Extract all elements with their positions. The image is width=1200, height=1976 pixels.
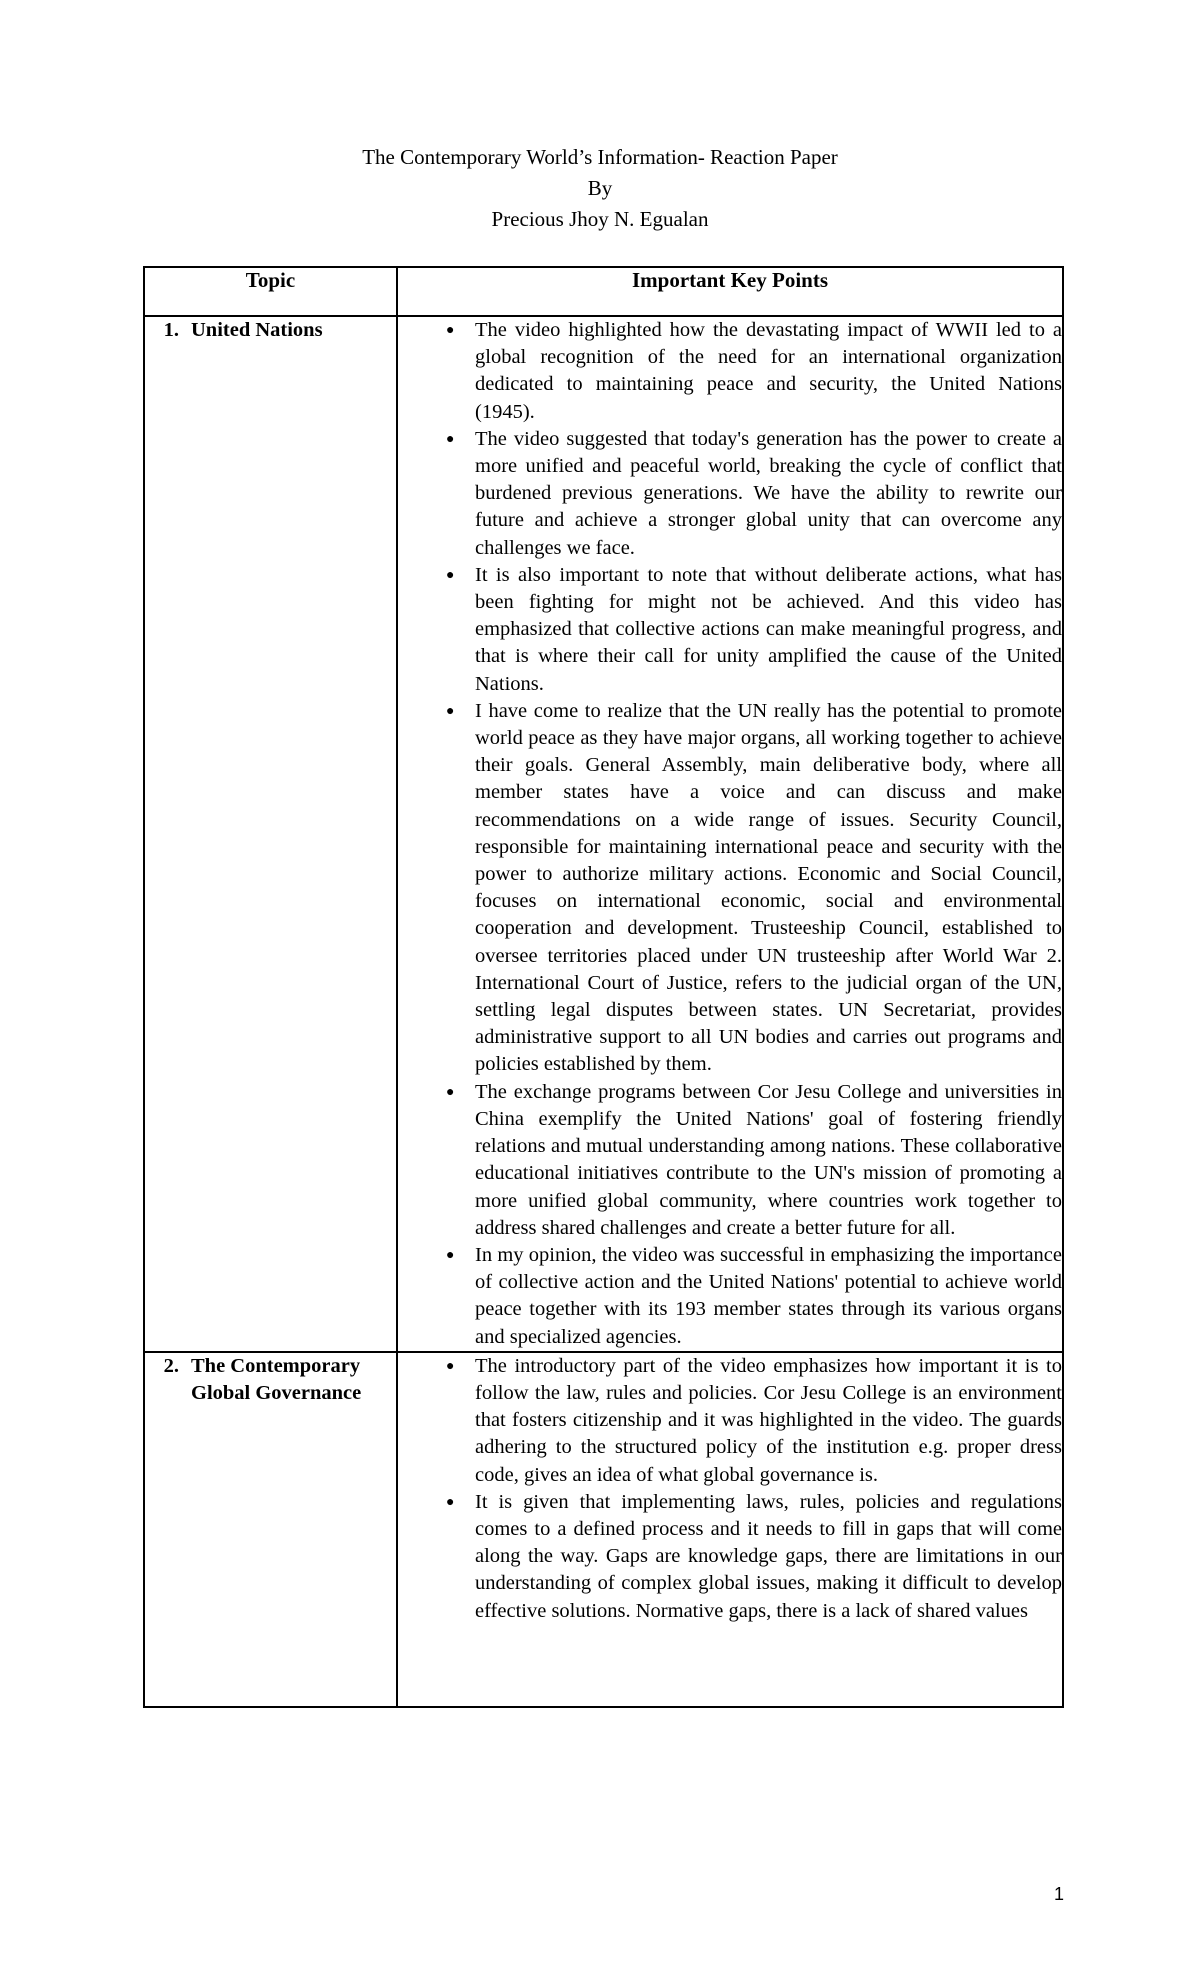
topic-number: 1. (163, 319, 179, 341)
point-text: I have come to realize that the UN really has the potential to promote world peace as they have major organs, all working together to achieve their goals. General Assembly, main deliberative body, where all member states have a voice and can discuss and make recommendations on a wide range of issues. Security Council, responsible for maintaining international peace and security with the power to authorize military actions. Economic and Social Council, focuses on international economic, social and environmental cooperation and development. Trusteeship Council, established to oversee territories placed under UN trusteeship after World War 2. International Court of Justice, refers to the judicial organ of the UN, settling legal disputes between states. UN Secretariat, provides administrative support to all UN bodies and carries out programs and policies established by them. (475, 699, 1062, 1076)
author-name: Precious Jhoy N. Egualan (491, 207, 709, 231)
list-item (398, 1079, 1062, 1242)
list-item (398, 562, 1062, 698)
table-row (144, 316, 1063, 1352)
point-text: The video suggested that today's generation has the power to create a more unified and peaceful world, breaking the cycle of conflict that burdened previous generations. We have the ability to rewrite our future and achieve a stronger global unity that can overcome any challenges we face. (475, 427, 1062, 559)
point-text: The video highlighted how the devastating impact of WWII led to a global recognition of the need for an international organization dedicated to maintaining peace and security, the United Nations (1945). (475, 319, 1062, 423)
points-cell (397, 1352, 1063, 1707)
point-text: In my opinion, the video was successful in emphasizing the importance of collective action and the United Nations' potential to achieve world peace together with its 193 member states through its various organs and specialized agencies. (475, 1243, 1062, 1348)
list-item (398, 317, 1062, 426)
bullet-list (398, 317, 1062, 1351)
document-header (0, 142, 1200, 235)
table-header-row (144, 267, 1063, 316)
by-line: By (587, 176, 613, 200)
point-text: The exchange programs between Cor Jesu College and universities in China exemplify the United Nations' goal of fostering friendly relations and mutual understanding among nations. These collaborative educational initiatives contribute to the UN's mission of promoting a more unified global community, where countries work together to address shared challenges and create a better future for all. (475, 1080, 1062, 1239)
list-item (398, 1353, 1062, 1489)
list-item (398, 698, 1062, 1079)
bullet-icon: ● (446, 1084, 455, 1100)
document-title: The Contemporary World’s Information- Reaction Paper (362, 145, 838, 169)
bullet-icon: ● (446, 567, 455, 583)
bullet-icon: ● (446, 323, 455, 338)
point-text: The introductory part of the video emphasizes how important it is to follow the law, rules and policies. Cor Jesu College is an environment that fosters citizenship and it was highlighted in the video. The guards adhering to the structured policy of the institution e.g. proper dress code, gives an idea of what global governance is. (475, 1354, 1062, 1486)
topic-name: The Contemporary Global Governance (191, 1354, 362, 1404)
point-text: It is also important to note that without deliberate actions, what has been fighting for might not be achieved. And this video has emphasized that collective actions can make meaningful progress, and that is where their call for unity amplified the cause of the United Nations. (475, 563, 1062, 695)
points-column-header: Important Key Points (397, 267, 1063, 316)
point-text: It is given that implementing laws, rules, policies and regulations comes to a defined process and it needs to fill in gaps that will come along the way. Gaps are knowledge gaps, there are limitations in our understanding of complex global issues, making it difficult to develop effective solutions. Normative gaps, there is a lack of shared values (475, 1490, 1062, 1622)
list-item (398, 1242, 1062, 1351)
page-number: 1 (1053, 1884, 1064, 1904)
topic-cell (144, 316, 397, 1352)
points-cell (397, 316, 1063, 1352)
topic-name: United Nations (191, 319, 323, 341)
topic-cell (144, 1352, 397, 1707)
topic-column-header: Topic (144, 267, 397, 316)
list-item (398, 1489, 1062, 1625)
bullet-icon: ● (446, 703, 455, 719)
bullet-icon: ● (446, 431, 455, 447)
key-points-table (143, 266, 1064, 1708)
bullet-list (398, 1353, 1062, 1625)
list-item (398, 426, 1062, 562)
bullet-icon: ● (446, 1358, 455, 1374)
bullet-icon: ● (446, 1494, 455, 1510)
bullet-icon: ● (446, 1247, 455, 1263)
topic-number: 2. (163, 1354, 179, 1377)
table-row (144, 1352, 1063, 1707)
